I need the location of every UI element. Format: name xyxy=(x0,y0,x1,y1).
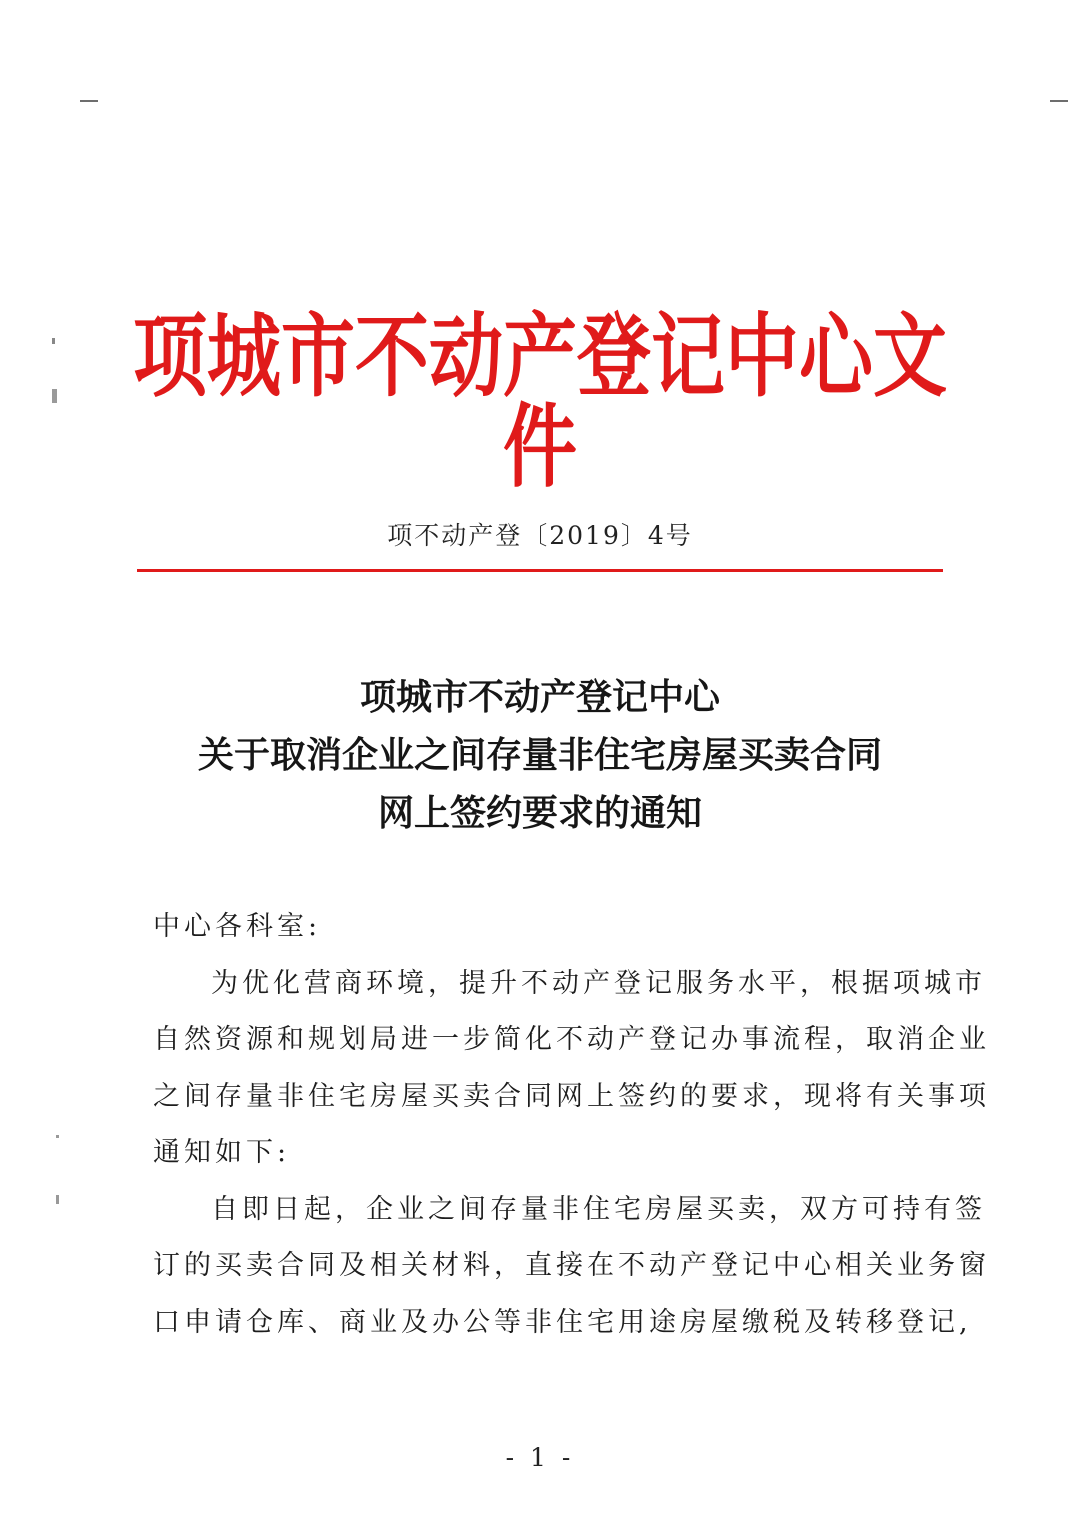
notice-title-line: 项城市不动产登记中心 xyxy=(359,676,720,718)
scan-mark-left xyxy=(52,389,57,403)
agency-title: 项城市不动产登记中心文件 xyxy=(133,304,947,500)
page-number: - 1 - xyxy=(505,1443,575,1472)
notice-title-line: 网上签约要求的通知 xyxy=(377,792,702,834)
scan-mark-left xyxy=(56,1195,59,1204)
paragraph-line: 之间存量非住宅房屋买卖合同网上签约的要求，现将有关事项 xyxy=(153,1080,990,1112)
paragraph-line: 口申请仓库、商业及办公等非住宅用途房屋缴税及转移登记, xyxy=(153,1306,972,1338)
scan-mark-top-left xyxy=(80,100,98,102)
scan-mark-left xyxy=(52,338,55,344)
paragraph-line: 通知如下: xyxy=(153,1137,291,1168)
notice-title-line: 关于取消企业之间存量非住宅房屋买卖合同 xyxy=(197,734,882,776)
paragraph-line: 自然资源和规划局进一步简化不动产登记办事流程，取消企业 xyxy=(153,1024,990,1055)
paragraph-line: 订的买卖合同及相关材料，直接在不动产登记中心相关业务窗 xyxy=(153,1250,990,1281)
paragraph-line: 为优化营商环境，提升不动产登记服务水平，根据项城市 xyxy=(211,967,986,999)
paragraph-line: 自即日起，企业之间存量非住宅房屋买卖，双方可持有签 xyxy=(211,1193,986,1225)
scan-mark-left xyxy=(56,1135,59,1138)
scan-mark-top-right xyxy=(1050,100,1068,102)
salutation: 中心各科室: xyxy=(153,911,322,942)
notice-title xyxy=(100,668,980,842)
document-number: 项不动产登〔2019〕4号 xyxy=(387,521,693,550)
notice-body xyxy=(153,899,990,1351)
red-divider-line xyxy=(137,569,943,572)
